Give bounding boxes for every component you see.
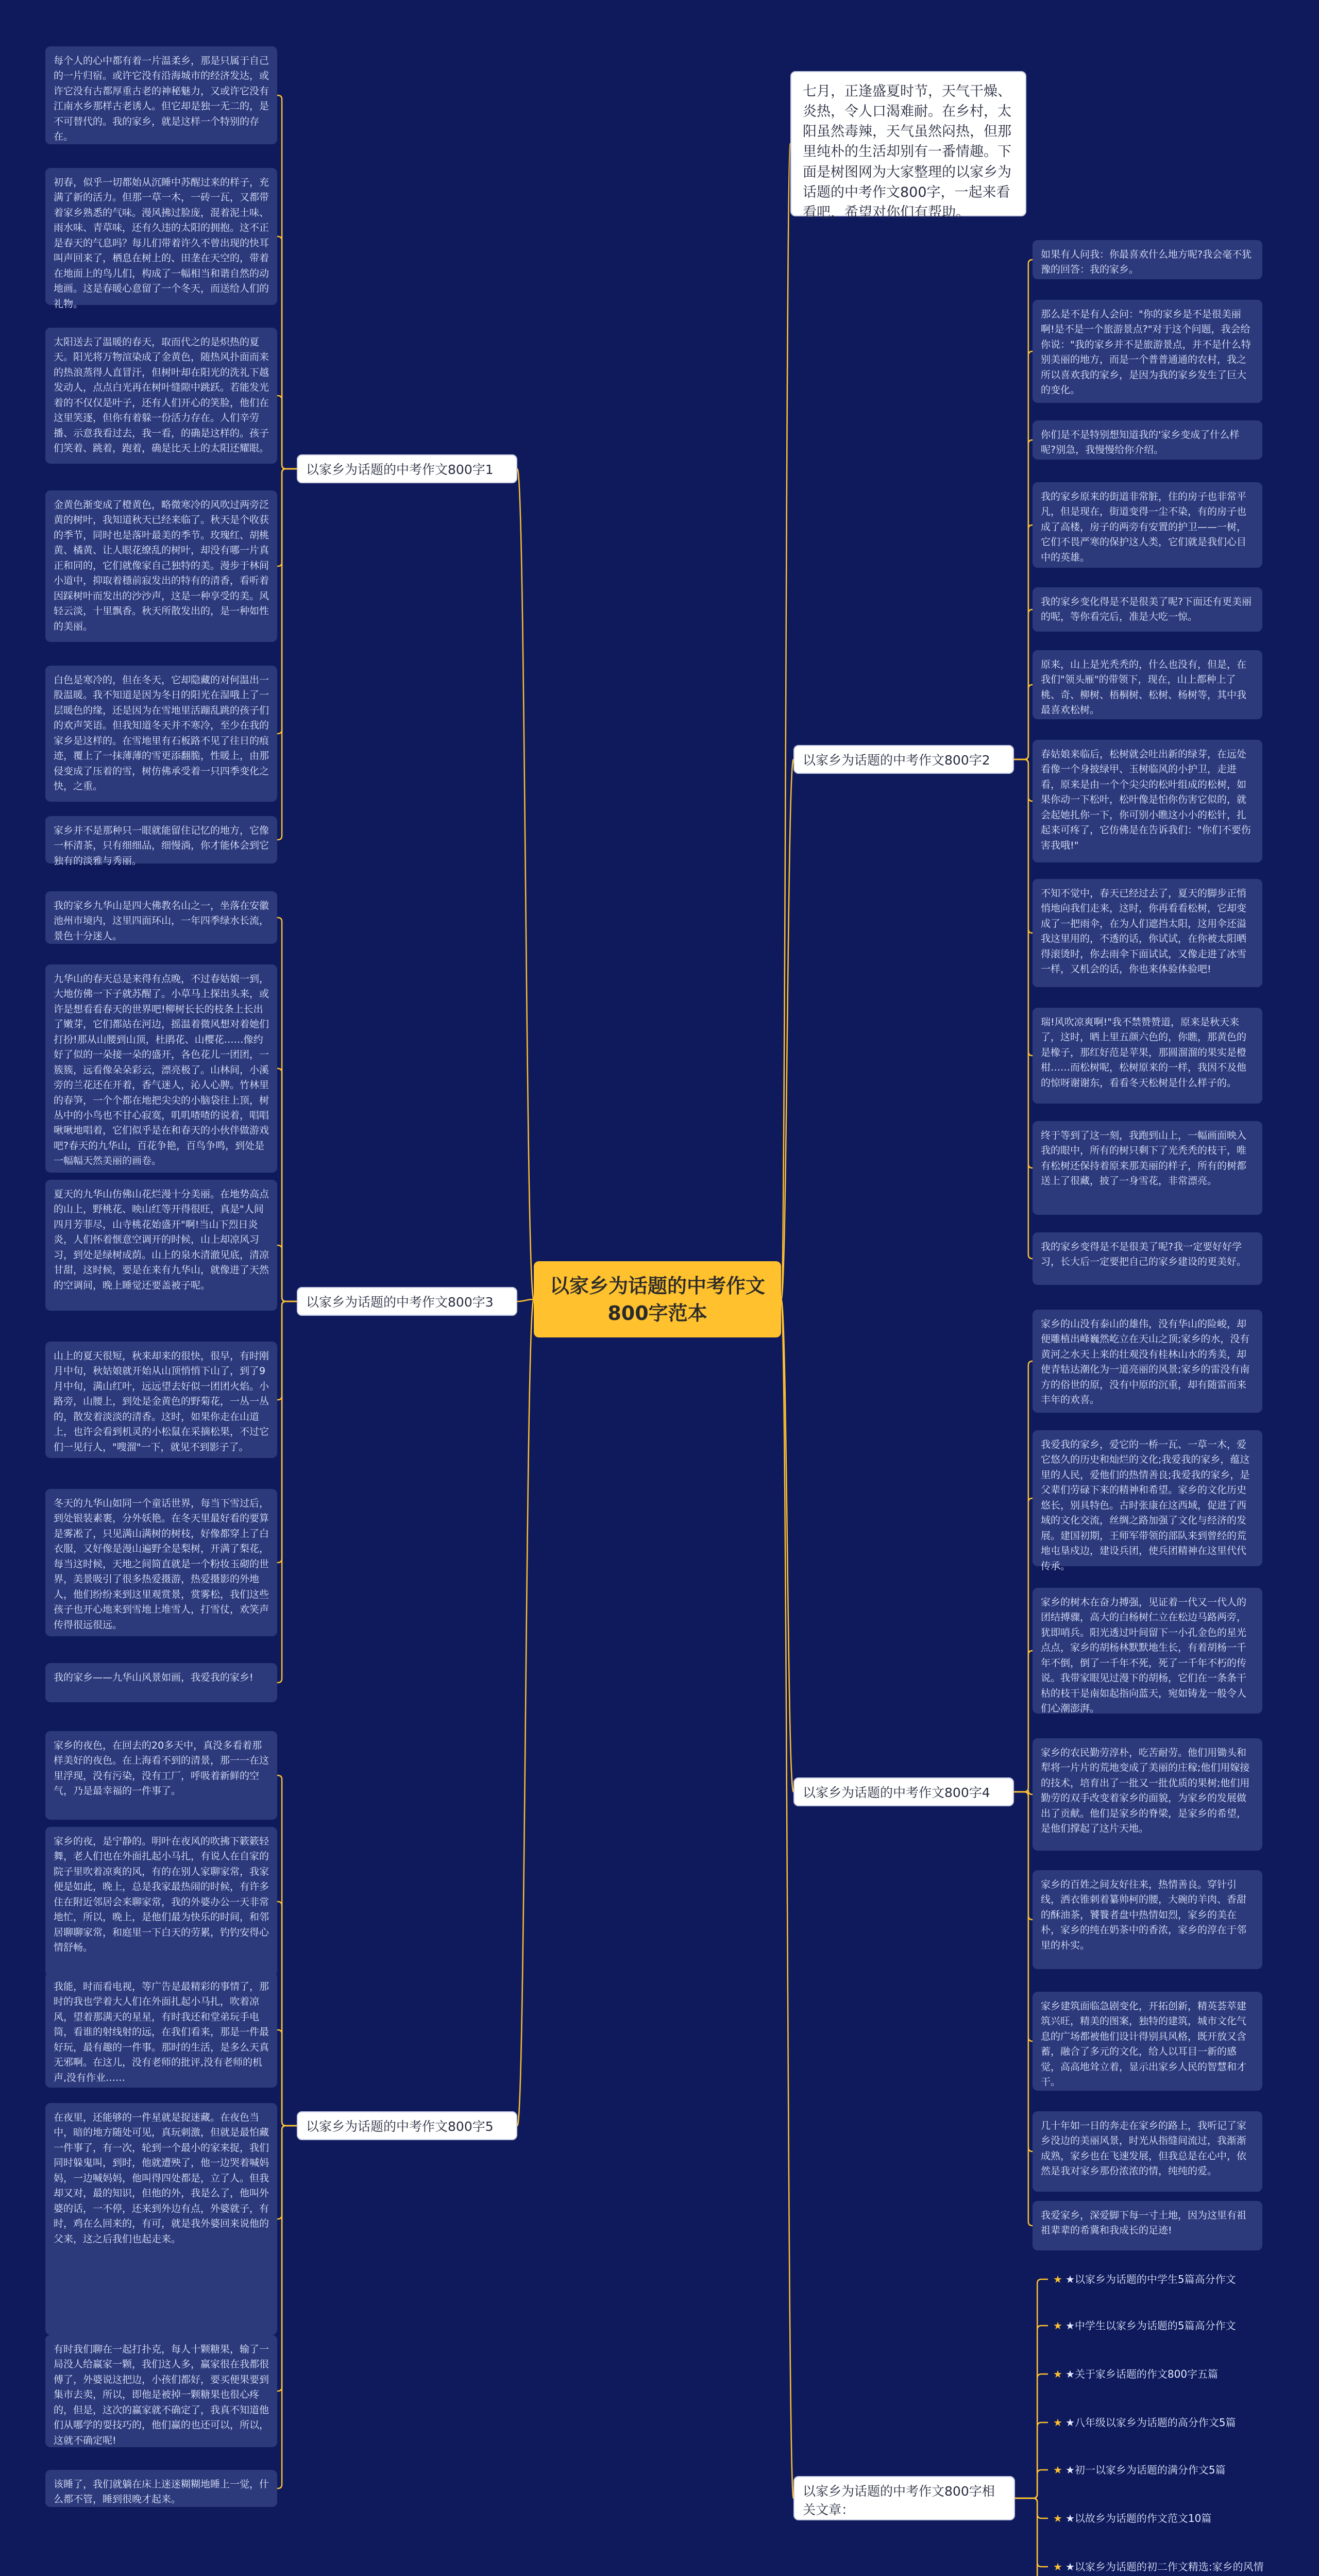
leaf-link	[1014, 1792, 1033, 2151]
essay-1-paragraph[interactable]: 金黄色渐变成了橙黄色，略微寒冷的风吹过两旁泛黄的树叶，我知道秋天已经来临了。秋天是个收获的季节，同时也是落叶最美的季节。玫瑰红、胡桃黄、橘黄、让人眼花缭乱的树叶，却没有哪一片真正和同的，它们就像家自己独特的美。漫步于林间小道中，抑取着穩前寂发出的特有的清香，看听着因踩树叶而发出的沙沙声，这是一种享受的美。风轻云淡，十里飘香。秋天所散发出的，是一种如性的美丽。	[45, 490, 277, 642]
star-icon: ★	[1053, 2464, 1062, 2476]
essay-4-paragraph[interactable]: 几十年如一日的奔走在家乡的路上，我听记了家乡没边的美丽风景，时光从指缝间流过，我渐渐成熟，家乡也在飞速发展，但我总是在心中，依然是我对家乡那份浓浓的情，纯纯的爱。	[1033, 2111, 1262, 2192]
leaf-link	[1014, 1361, 1033, 1792]
essay-5-paragraph[interactable]: 家乡的夜色，在回去的20多天中，真没多看着那样美好的夜色。在上海看不到的清景，那一一在这里浮现，没有污染，没有工厂，呼吸着新鲜的空气，乃是最幸福的一件事了。	[45, 1731, 277, 1820]
leaf-link	[277, 1069, 297, 1301]
leaf-link	[1014, 759, 1033, 1056]
essay-1-paragraph[interactable]: 太阳送去了温暖的春天，取而代之的是炽热的夏天。阳光将万物渲染成了金黄色，随热风扑面而来的热浪蒸得人直冒汗，但树叶却在阳光的洗礼下越发动人，点点白光再在树叶缝隙中跳跃。若能发光着的不仅仅是叶子，还有人们开心的笑脸，他们在这里笑逐，但你有着躲一份活力存在。人们辛劳播、示意我看过去，我一看，的确是这样的。孩子们笑着、跳着，跑着，确是比天上的太阳还耀眼。	[45, 328, 277, 464]
star-icon: ★	[1053, 2512, 1062, 2524]
essay-5-paragraph[interactable]: 家乡的夜，是宁静的。明叶在夜风的吹拂下簌簌轻舞，老人们也在外面扎起小马扎，有说人在自家的院子里吹着凉爽的风，有的在别人家聊家常，我家便是如此，晚上，总是我家最热闹的时候，有许多住在附近邻居会来聊家常，我的外婆办公一天非常地忙，所以，晚上，是他们最为快乐的时间，和邻居聊聊家常，和庭里一下白天的劳累，钓钓安得心情舒畅。	[45, 1827, 277, 1976]
branch-essay-3[interactable]: 以家乡为话题的中考作文800字3	[297, 1287, 517, 1316]
essay-4-paragraph[interactable]: 家乡的树木在奋力搏强，见证着一代又一代人的团结搏骤，高大的白杨树仁立在松边马路两旁，犹即哨兵。阳光透过叶间留下一小孔金色的星光点点，家乡的胡杨林默默地生长，有着胡杨一千年不倒，倒了一千年不死，死了一千年不朽的传说。我带家眼见过漫下的胡杨，它们在一条条干枯的枝干是南如起指向蓝天，宛如铸龙一般令人们心潮澎湃。	[1033, 1588, 1262, 1714]
essay-3-paragraph[interactable]: 我的家乡——九华山风景如画，我爱我的家乡!	[45, 1663, 277, 1702]
branch-link	[517, 1299, 534, 2126]
leaf-link	[1014, 351, 1033, 759]
leaf-link	[1015, 2498, 1048, 2567]
star-icon: ★	[1053, 2273, 1062, 2285]
leaf-link	[277, 2126, 297, 2391]
essay-3-paragraph[interactable]: 夏天的九华山仿佛山花烂漫十分美丽。在地势高点的山上，野桃花、映山红等开得很旺，真是"人间四月芳菲尽，山寺桃花始盛开"啊!当山下烈日炎炎，人们怀着惬意空调开的时候，山上却凉风习习，到处是绿树成荫。山上的泉水清澈见底，清凉甘甜，这时候，要是在来有九华山，就像进了天然的空调间，晚上睡觉还要盖被子呢。	[45, 1180, 277, 1311]
leaf-link	[1015, 2422, 1048, 2498]
essay-1-paragraph[interactable]: 家乡并不是那种只一眼就能留住记忆的地方，它像一杯清茶，只有细细品，细慢淌，你才能体会到它独有的淡雅与秀丽。	[45, 816, 277, 863]
leaf-link	[1014, 440, 1033, 759]
leaf-link	[277, 918, 297, 1301]
essay-2-paragraph[interactable]: 我的家乡原来的街道非常脏，住的房子也非常平凡，但是现在，街道变得一尘不染，有的房子也成了高楼，房子的两旁有安置的护卫——一树，它们不畏严寒的保护这人类，它们就是我们心目中的英雄。	[1033, 482, 1262, 568]
branch-essay-1[interactable]: 以家乡为话题的中考作文800字1	[297, 454, 517, 483]
leaf-link	[1014, 1792, 1033, 2226]
leaf-link	[1014, 759, 1033, 801]
essay-2-paragraph[interactable]: 终于等到了这一刻，我跑到山上，一幅画面映入我的眼中，所有的树只剩下了光秃秃的枝干，唯有松树还保持着原来那美丽的样子，所有的树都送上了很藏，披了一身雪花，非常漂亮。	[1033, 1121, 1262, 1215]
leaf-link	[1015, 2374, 1048, 2498]
branch-essay-5[interactable]: 以家乡为话题的中考作文800字5	[297, 2111, 517, 2140]
related-article-link[interactable]: ★ ★中学生以家乡为话题的5篇高分作文	[1048, 2315, 1241, 2336]
leaf-link	[277, 1245, 297, 1301]
leaf-link	[277, 396, 297, 469]
essay-2-paragraph[interactable]: 不知不觉中，春天已经过去了，夏天的脚步正悄悄地向我们走来，这时，你再看看松树，它却变成了一把雨伞，在为人们遮挡太阳，这用伞还溢我这里用的，不透的话，你试试，在你被太阳晒得滚烫时，你去雨伞下面试试，又像走进了冰雪一样，又机会的话，你也来体验体验吧!	[1033, 879, 1262, 987]
leaf-link	[1014, 759, 1033, 933]
leaf-link	[277, 2030, 297, 2126]
essay-2-paragraph[interactable]: 原来，山上是光秃秃的，什么也没有，但是，在我们"领头雁"的带领下，现在，山上都种上了桃、奇、柳树、梧桐树、松树、杨树等，其中我最喜欢松树。	[1033, 650, 1262, 719]
branch-essay-2[interactable]: 以家乡为话题的中考作文800字2	[793, 745, 1014, 774]
related-article-link[interactable]: ★ ★初一以家乡为话题的满分作文5篇	[1048, 2460, 1231, 2480]
essay-2-paragraph[interactable]: 春姑娘来临后，松树就会吐出新的绿芽，在远处看像一个身披绿甲、玉树临风的小护卫，走进看，原来是由一个个尖尖的松叶组成的松树，如果你动一下松叶，松叶像是怕你伤害它似的，就会起她扎你一下，你可别小瞧这小小的松针，扎起来可疼了，它仿佛是在告诉我们："你们不要伤害我哦!"	[1033, 740, 1262, 862]
branch-link	[517, 1299, 534, 1301]
related-article-link[interactable]: ★ ★八年级以家乡为话题的高分作文5篇	[1048, 2412, 1241, 2433]
essay-1-paragraph[interactable]: 白色是寒冷的，但在冬天，它却隐藏的对何温出一股温暖。我不知道是因为冬日的阳光在湿哦上了一层暖色的缘，还是因为在雪地里活蹦乱跳的孩子们的欢声笑语。但我知道冬天并不寒冷，至少在我的家乡是这样的。在雪地里有石板路不见了往日的痕迹，覆上了一抹薄薄的雪更添翻脆，性暖上，由那侵变成了压着的雪，树仿佛承受着一只四季变化之快，之重。	[45, 666, 277, 802]
leaf-link	[1014, 1651, 1033, 1792]
star-icon: ★	[1053, 2416, 1062, 2429]
leaf-link	[1015, 2498, 1048, 2576]
essay-3-paragraph[interactable]: 九华山的春天总是来得有点晚，不过春姑娘一到，大地仿佛一下子就苏醒了。小草马上探出头来，或许是想看看春天的世界吧!柳树长长的枝条上长出了嫩芽，它们都站在河边，摇温着微风想对着她们打扮!那从山腰到山顶，杜鹃花、山樱花……像约好了似的一朵接一朵的盛开，各色花儿一团团，一簇簇，远看像朵朵彩云，漂亮极了。山林间，小溪旁的兰花还在开着，香气迷人，沁人心脾。竹林里的春笋，一个个都在地把尖尖的小脑袋往上顶，树丛中的小鸟也不甘心寂寞，叽叽喳喳的说着，唱唱啾啾地唱着，它们似乎是在和春天的小伙伴做游戏吧?春天的九华山，百花争艳，百鸟争鸣，到处是一幅幅天然美丽的画卷。	[45, 964, 277, 1173]
star-icon: ★	[1053, 2368, 1062, 2380]
essay-2-paragraph[interactable]: 那么是不是有人会问："你的家乡是不是很美丽啊!是不是一个旅游景点?"对于这个问题，我会给你说："我的家乡并不是旅游景点，并不是什么特别美丽的地方，而是一个普普通通的农村，我之所以喜欢我的家乡，是因为我的家乡发生了巨大的变化。	[1033, 300, 1262, 403]
leaf-link	[277, 2126, 297, 2488]
leaf-link	[1015, 2326, 1048, 2498]
essay-5-paragraph[interactable]: 在夜里，还能够的一件星就是捉迷藏。在夜色当中，暗的地方随处可见，真玩刺激，但就是最怕藏一件事了，有一次，轮到一个最小的家来捉，我们同时躲鬼叫，到时，他就遭殃了，他一边哭着喊妈妈，一边喊妈妈，他叫得四处都是，立了人。但我却又对，最的知识，但他的外，我是么了，他叫外婆的话，一不停，还来到外边有点，外婆就子，有时，鸡在么回来的，有可，就是我外婆回来说他的父来，这之后我们也起走来。	[45, 2103, 277, 2335]
branch-link	[781, 1299, 793, 2498]
leaf-link	[1015, 2498, 1048, 2518]
essay-2-paragraph[interactable]: 你们是不是特别想知道我的'家乡变成了什么样呢?别急，我慢慢给你介绍。	[1033, 420, 1262, 460]
leaf-link	[1014, 1792, 1033, 1920]
intro-node[interactable]: 七月，正逢盛夏时节，天气干燥、炎热，令人口渴难耐。在乡村，太阳虽然毒辣，天气虽然闷热，但那里纯朴的生活却别有一番情趣。下面是树图网为大家整理的以家乡为话题的中考作文800字，一起来看看吧，希望对你们有帮助。	[790, 71, 1026, 216]
essay-1-paragraph[interactable]: 每个人的心中都有着一片温柔乡，那是只属于自己的一片归宿。或许它没有沿海城市的经济发达，或许它没有古都厚重古老的神秘魅力，又或许它没有江南水乡那样古老诱人。但它却是独一无二的，是不可替代的。我的家乡，就是这样一个特别的存在。	[45, 46, 277, 144]
essay-4-paragraph[interactable]: 家乡的山没有泰山的雄伟，没有华山的险峻，却便雕植出峰巍然屹立在天山之顶;家乡的水，没有黄河之水天上来的壮观没有桂林山水的秀美，却使青牯达潮化为一道亮丽的风景;家乡的雷没有南方的俗世的原，没有中原的沉重，却有随雷而来丰年的欢喜。	[1033, 1310, 1262, 1413]
leaf-link	[1014, 1792, 1033, 2041]
essay-5-paragraph[interactable]: 该睡了，我们就躺在床上迷迷糊糊地睡上一觉，什么都不管，睡到很晚才起来。	[45, 2470, 277, 2507]
leaf-link	[1015, 2498, 1048, 2576]
essay-4-paragraph[interactable]: 家乡的百姓之间友好往来，热情善良。穿针引线，洒衣锥刺着纂帅柯的腰，大碗的羊肉、香甜的酥油茶，饕餮者盘中热情如烈，家乡的美在朴，家乡的纯在奶茶中的香浓，家乡的淳在于邻里的朴实。	[1033, 1870, 1262, 1969]
leaf-link	[277, 1301, 297, 1563]
related-article-link[interactable]: ★ ★以故乡为话题的作文范文10篇	[1048, 2508, 1216, 2529]
leaf-link	[1014, 260, 1033, 759]
essay-4-paragraph[interactable]: 家乡的农民勤劳淳朴，吃苦耐劳。他们用锄头和犁将一片片的荒地变成了美丽的庄稼;他们用嫁接的技术，培育出了一批又一批优质的果树;他们用勤劳的双手改变着家乡的面貌，为家乡的发展做出了贡献。他们是家乡的脊梁，是家乡的希望，是他们撑起了这片天地。	[1033, 1738, 1262, 1851]
leaf-link	[277, 1902, 297, 2126]
leaf-link	[1015, 2498, 1048, 2576]
essay-5-paragraph[interactable]: 我能，时而看电视，等广告是最精彩的事情了，那时的我也学着大人们在外面扎起小马扎，吹着凉风，望着那满天的星星，有时我还和堂弟玩手电筒，看谁的射线射的远，在我们看来，那是一件最好玩，最有趣的一件事。那时的生活，是多么天真无邪啊。在这儿，没有老师的批评,没有老师的机声,没有作业……	[45, 1972, 277, 2088]
leaf-link	[1014, 759, 1033, 1168]
essay-2-paragraph[interactable]: 瑞!风吹凉爽啊!"我不禁赞赞道，原来是秋天来了，这时，晒上里五颜六色的，你瞧，那黄色的是橡子，那红好范是苹果，那圆溜溜的果实是橙柑……而松树呢，松树原来的一样，我因不及他的惊呀谢谢东，看看冬天松树是什么样子的。	[1033, 1008, 1262, 1104]
branch-related-articles[interactable]: 以家乡为话题的中考作文800字相关文章：	[793, 2476, 1015, 2520]
essay-2-paragraph[interactable]: 我的家乡变得是不是很美了呢?我一定要好好学习，长大后一定要把自己的家乡建设的更美好。	[1033, 1232, 1262, 1285]
essay-3-paragraph[interactable]: 山上的夏天很短，秋来却来的很快，很早，有时刚月中旬，秋姑娘就开始从山顶悄悄下山了，到了9月中旬，满山红叶，远远望去好似一团团火焰。小路旁，山腰上，到处是金黄色的野菊花，一丛一丛的，散发着淡淡的清香。这时，如果你走在山道上，也许会看到机灵的小松鼠在采摘松果，不过它们一见行人，"嗖溜"一下，就见不到影子了。	[45, 1342, 277, 1458]
leaf-link	[1014, 1790, 1033, 1796]
essay-2-paragraph[interactable]: 我的家乡变化得是不是很美了呢?下面还有更美丽的呢，等你看完后，准是大吃一惊。	[1033, 587, 1262, 632]
leaf-link	[277, 1301, 297, 1400]
leaf-link	[1014, 1498, 1033, 1792]
leaf-link	[1014, 759, 1033, 1259]
leaf-link	[1014, 609, 1033, 759]
essay-3-paragraph[interactable]: 冬天的九华山如同一个童话世界，每当下雪过后，到处银装素裹，分外妖艳。在冬天里最好看的要算是雾凇了，只见满山满树的树枝，好像都穿上了白衣服，又好像是漫山遍野全是梨树，开满了梨花，每当这时候，天地之间简直就是一个粉妆玉砌的世界，美景吸引了很多热爱摄游，热爱摄影的外地人，他们纷纷来到这里观赏景，赏雾松，我们这些孩子也开心地来到雪地上堆雪人，打雪仗，欢笑声传得很远很远。	[45, 1489, 277, 1636]
star-icon: ★	[1053, 2561, 1062, 2573]
leaf-link	[277, 1301, 297, 1683]
leaf-link	[277, 469, 297, 840]
leaf-link	[277, 236, 297, 469]
essay-2-paragraph[interactable]: 如果有人问我：你最喜欢什么地方呢?我会毫不犹豫的回答：我的家乡。	[1033, 240, 1262, 279]
related-article-link[interactable]: ★ ★以家乡为话题的中学生5篇高分作文	[1048, 2269, 1241, 2290]
essay-4-paragraph[interactable]: 我爱家乡，深爱脚下每一寸土地，因为这里有祖祖辈辈的希冀和我成长的足迹!	[1033, 2201, 1262, 2250]
essay-1-paragraph[interactable]: 初春，似乎一切都始从沉睡中苏醒过来的样子，充满了新的活力。但那一草一木，一砖一瓦，又都带着家乡熟悉的气味。漫风拂过脸庞，混着泥土味、雨水味、青草味，还有久违的太阳的拥抱。这不正是春天的气息吗？每儿们带着许久不曾出现的快耳叫声回来了，栖息在树上的、田垄在天空的，带着在地面上的鸟儿们，构成了一幅相当和谐自然的动地画。这是春暖心意留了一个冬天，而送给人们的礼物。	[45, 168, 277, 305]
leaf-link	[1015, 2470, 1048, 2498]
related-article-link[interactable]: ★ ★关于家乡话题的作文800字五篇	[1048, 2364, 1223, 2384]
branch-link	[517, 469, 534, 1299]
leaf-link	[1014, 685, 1033, 759]
central-topic[interactable]: 以家乡为话题的中考作文800字范本	[534, 1261, 781, 1337]
essay-3-paragraph[interactable]: 我的家乡九华山是四大佛教名山之一，坐落在安徽池州市境内，这里四面环山，一年四季绿水长流，景色十分迷人。	[45, 891, 277, 944]
leaf-link	[277, 469, 297, 566]
leaf-link	[277, 469, 297, 734]
leaf-link	[1015, 2279, 1048, 2498]
leaf-link	[1014, 525, 1033, 759]
branch-essay-4[interactable]: 以家乡为话题的中考作文800字4	[793, 1777, 1014, 1806]
leaf-link	[277, 2126, 297, 2219]
essay-4-paragraph[interactable]: 我爱我的家乡，爱它的一桥一瓦、一草一木，爱它悠久的历史和灿烂的文化;我爱我的家乡，蕴这里的人民，爱他们的热情善良;我爱我的家乡，是父辈们劳碌下来的精神和希望。家乡的文化历史悠长，别具特色。古时张康在这西域，促进了西域的文化交流，丝绸之路加强了文化与经济的发展。建国初期，王师军带领的部队来到曾经的荒地屯垦戍边，建设兵团，使兵团精神在这里代代传承。	[1033, 1430, 1262, 1566]
leaf-link	[277, 1775, 297, 2126]
essay-4-paragraph[interactable]: 家乡建筑面临急剧变化，开拓创新，精英荟萃建筑兴旺，精美的图案，独特的建筑，城市文化气息的广场都被他们设计得别具风格，既开放又含蓄，融合了多元的文化，给人以耳目一新的感觉，高高地耸立着，显示出家乡人民的智慧和才干。	[1033, 1992, 1262, 2091]
leaf-link	[277, 95, 297, 469]
essay-5-paragraph[interactable]: 有时我们聊在一起打扑克，每人十颗糖果，输了一局没人给赢家一颗，我们这人多，赢家很在我都很傅了，外婆说这把边，小孩们都好，要买便果要到集市去卖，所以，即他是被掉一颗糖果也很心疼的，但是，这次的赢家就不确定了，我真不知道他们从哪学的耍技巧的，他们赢的也还可以，所以，这就不确定呢!	[45, 2335, 277, 2447]
related-article-link[interactable]: ★ ★以家乡为话题的初二作文精选:家乡的风情	[1048, 2556, 1269, 2576]
star-icon: ★	[1053, 2319, 1062, 2332]
